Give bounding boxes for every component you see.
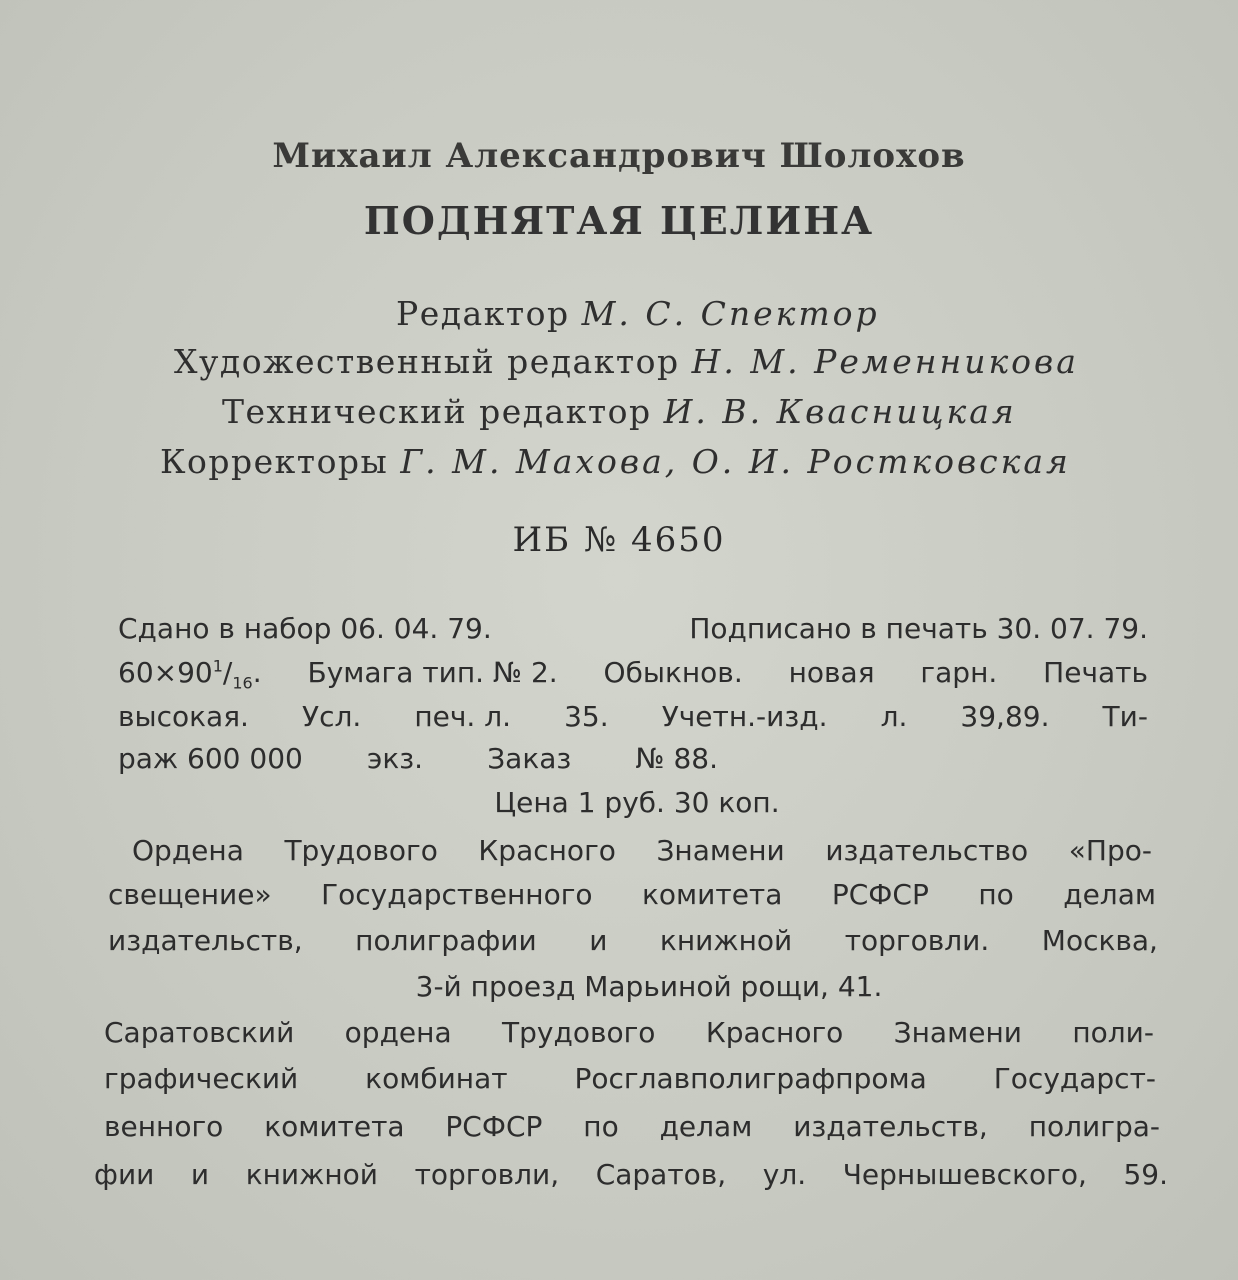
word: полиграфии bbox=[355, 924, 537, 957]
book-title: ПОДНЯТАЯ ЦЕЛИНА bbox=[363, 198, 875, 243]
word: Москва, bbox=[1041, 924, 1158, 957]
print-details-line-2 bbox=[118, 656, 1148, 693]
word: издательств, bbox=[793, 1110, 988, 1143]
word: Знамени bbox=[656, 834, 785, 867]
word: гарн. bbox=[920, 656, 998, 689]
word: Ордена bbox=[132, 834, 244, 867]
credit-art-editor bbox=[174, 342, 1079, 381]
word: 59. bbox=[1123, 1158, 1168, 1191]
word: Красного bbox=[705, 1016, 844, 1049]
word: и bbox=[589, 924, 608, 957]
credit-editor bbox=[396, 294, 880, 333]
paper-type: Бумага тип. № 2. bbox=[307, 656, 558, 689]
word: Трудового bbox=[502, 1016, 656, 1049]
credit-person: Н. М. Ременникова bbox=[691, 342, 1079, 381]
printer-line-1 bbox=[104, 1016, 1154, 1049]
word: комитета bbox=[642, 878, 783, 911]
word: книжной bbox=[659, 924, 793, 957]
credit-person: И. В. Квасницкая bbox=[663, 392, 1017, 431]
word: Учетн.-изд. bbox=[661, 700, 828, 733]
credit-role: Редактор bbox=[396, 294, 570, 333]
word: л. bbox=[880, 700, 908, 733]
word: печ. л. bbox=[414, 700, 512, 733]
credit-person: Г. М. Махова, О. И. Ростковская bbox=[400, 442, 1071, 481]
word: фии bbox=[94, 1158, 155, 1191]
credit-role: Художественный редактор bbox=[174, 342, 680, 381]
publisher-line-1 bbox=[132, 834, 1152, 867]
ib-number: ИБ № 4650 bbox=[512, 520, 726, 560]
word: 35. bbox=[564, 700, 609, 733]
word: свещение» bbox=[108, 878, 272, 911]
print-details-line-3 bbox=[118, 700, 1148, 733]
word: комбинат bbox=[365, 1062, 508, 1095]
word: торговли. bbox=[844, 924, 990, 957]
publisher-address: 3-й проезд Марьиной рощи, 41. bbox=[415, 970, 883, 1003]
price: Цена 1 руб. 30 коп. bbox=[494, 786, 780, 819]
word: графический bbox=[104, 1062, 299, 1095]
word: и bbox=[190, 1158, 210, 1191]
word: торговли, bbox=[414, 1158, 560, 1191]
word: новая bbox=[788, 656, 875, 689]
word: 39,89. bbox=[960, 700, 1050, 733]
word: комитета bbox=[264, 1110, 405, 1143]
signed-date: Подписано в печать 30. 07. 79. bbox=[689, 612, 1148, 645]
word: Ти- bbox=[1102, 700, 1148, 733]
word: ордена bbox=[344, 1016, 452, 1049]
word: Печать bbox=[1043, 656, 1148, 689]
printer-line-3 bbox=[104, 1110, 1160, 1143]
word: «Про- bbox=[1068, 834, 1152, 867]
word: книжной bbox=[245, 1158, 378, 1191]
word: венного bbox=[104, 1110, 224, 1143]
word: Знамени bbox=[893, 1016, 1022, 1049]
publisher-line-3 bbox=[108, 924, 1158, 957]
word: Красного bbox=[478, 834, 616, 867]
word: по bbox=[978, 878, 1014, 911]
print-details-line-4 bbox=[118, 742, 718, 775]
word: поли- bbox=[1072, 1016, 1154, 1049]
word: полигра- bbox=[1028, 1110, 1160, 1143]
word: Саратов, bbox=[595, 1158, 727, 1191]
paper-format: $60\times 90^1/_{16}$. bbox=[118, 656, 262, 693]
word: Усл. bbox=[302, 700, 362, 733]
credit-role: Корректоры bbox=[160, 442, 389, 481]
word: Заказ bbox=[487, 742, 572, 775]
publisher-line-2 bbox=[108, 878, 1156, 911]
word: Государст- bbox=[993, 1062, 1156, 1095]
word: ул. bbox=[762, 1158, 807, 1191]
credit-person: М. С. Спектор bbox=[581, 294, 880, 333]
word: Росглавполиграфпрома bbox=[574, 1062, 927, 1095]
word: высокая. bbox=[118, 700, 249, 733]
word: издательств, bbox=[108, 924, 303, 957]
word: Государственного bbox=[321, 878, 593, 911]
word: делам bbox=[659, 1110, 753, 1143]
author-name: Михаил Александрович Шолохов bbox=[272, 136, 966, 176]
credit-tech-editor bbox=[222, 392, 1017, 431]
credit-proofreaders bbox=[160, 442, 1071, 481]
word: РСФСР bbox=[445, 1110, 543, 1143]
order-number: № 88. bbox=[635, 742, 718, 775]
typeset-date: Сдано в набор 06. 04. 79. bbox=[118, 612, 492, 645]
word: РСФСР bbox=[831, 878, 929, 911]
word: издательство bbox=[825, 834, 1029, 867]
printer-line-4 bbox=[94, 1158, 1168, 1191]
word: Обыкнов. bbox=[603, 656, 743, 689]
word: Трудового bbox=[284, 834, 438, 867]
word: делам bbox=[1063, 878, 1156, 911]
printer-line-2 bbox=[104, 1062, 1156, 1095]
word: Саратовский bbox=[104, 1016, 295, 1049]
word: Чернышевского, bbox=[842, 1158, 1087, 1191]
word: экз. bbox=[366, 742, 424, 775]
credit-role: Технический редактор bbox=[222, 392, 652, 431]
print-run: раж 600 000 bbox=[118, 742, 303, 775]
print-details-line-1 bbox=[118, 612, 1148, 645]
word: по bbox=[583, 1110, 619, 1143]
